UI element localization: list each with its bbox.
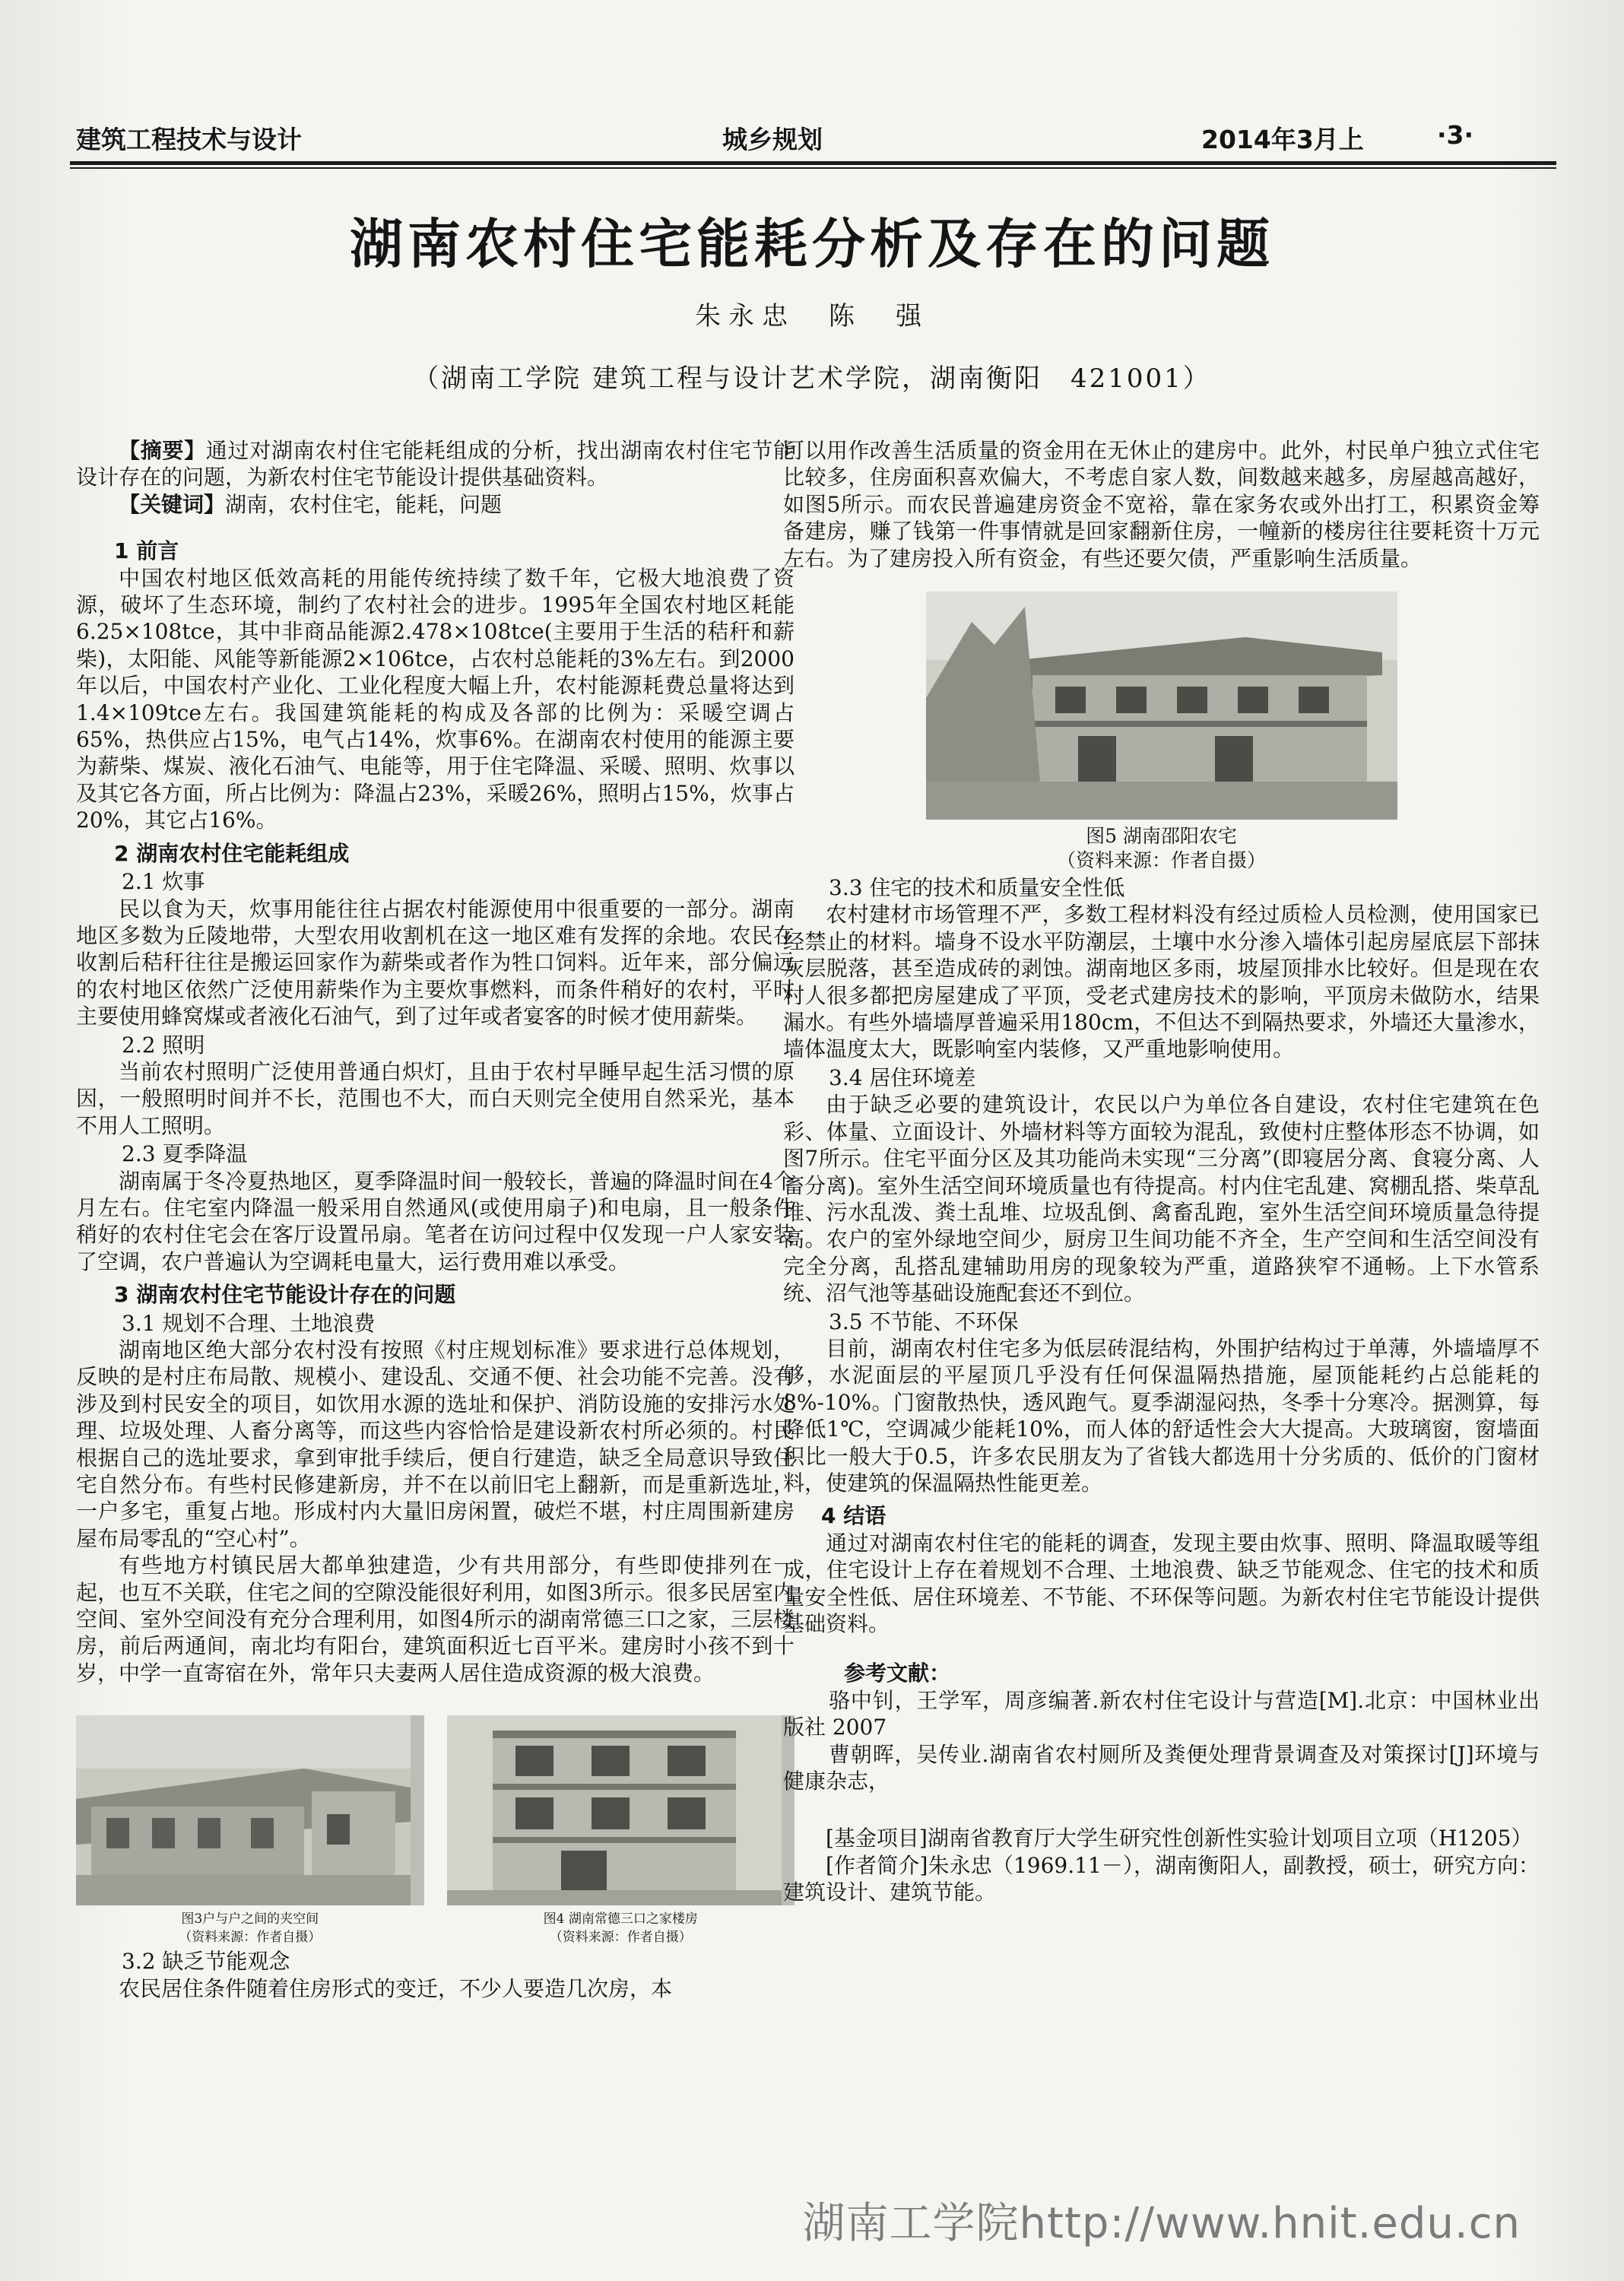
heading-4: 4 结语 [821, 1503, 887, 1529]
para-3-1b: 有些地方村镇民居大都单独建造，少有共用部分，有些即使排列在一起，也互不关联，住宅之间的空隙没能很好利用，如图3所示。很多民居室内空间、室外空间没有充分合理利用，如图4所示的湖南常德三口之家，三层楼房，前后两通间，南北均有阳台，建筑面积近七百平米。建房时小孩不到十岁，中学一直寄宿在外，常年只夫妻两人居住造成资源的极大浪费。 [76, 1553, 795, 1686]
fund-label: [基金项目] [826, 1826, 928, 1851]
para-4: 通过对湖南农村住宅的能耗的调查，发现主要由炊事、照明、降温取暖等组成，住宅设计上存在着规划不合理、土地浪费、缺乏节能观念、住宅的技术和质量安全性低、居住环境差、不节能、不环保等问题。为新农村住宅节能设计提供基础资料。 [783, 1530, 1540, 1636]
article-affiliation: （湖南工学院 建筑工程与设计艺术学院，湖南衡阳 421001） [413, 363, 1211, 394]
heading-2-1: 2.1 炊事 [122, 869, 205, 895]
heading-3-5: 3.5 不节能、不环保 [829, 1309, 1019, 1334]
issue-date: 2014年3月上 [1201, 125, 1364, 154]
watermark [0, 2190, 1521, 2251]
footnotes [783, 1825, 1540, 1905]
abstract [76, 437, 795, 491]
watermark-cn: 湖南工学院 [802, 2199, 1020, 2248]
heading-2: 2 湖南农村住宅能耗组成 [114, 840, 350, 866]
fund-text: 湖南省教育厅大学生研究性创新性实验计划项目立项（H1205） [927, 1826, 1533, 1851]
para-3-1a: 湖南地区绝大部分农村没有按照《村庄规划标准》要求进行总体规划，反映的是村庄布局散、规模小、建设乱、交通不便、社会功能不完善。没有涉及到村民安全的项目，如饮用水源的选址和保护、消防设施的安排污水处理、垃圾处理、人畜分离等，而这些内容恰恰是建设新农村所必须的。村民根据自己的选址要求，拿到审批手续后，便自行建造，缺乏全局意识导致住宅自然分布。有些村民修建新房，并不在以前旧宅上翻新，而是重新选址，一户多宅，重复占地。形成村内大量旧房闲置，破烂不堪，村庄周围新建房屋布局零乱的“空心村”。 [76, 1337, 795, 1551]
figure-4 [447, 1703, 795, 1946]
references [783, 1660, 1540, 1794]
page-number: ·3· [1437, 120, 1474, 150]
para-3-2: 农民居住条件随着住房形式的变迁，不少人要造几次房，本 [119, 1975, 673, 2001]
keywords [76, 491, 795, 518]
fund-note [783, 1825, 1540, 1851]
author-bio [783, 1852, 1540, 1906]
para-3-2-cont: 可以用作改善生活质量的资金用在无休止的建房中。此外，村民单户独立式住宅比较多，住房面积喜欢偏大，不考虑自家人数，间数越来越多，房屋越高越好，如图5所示。而农民普遍建房资金不宽裕，靠在家务农或外出打工，积累资金筹备建房，赚了钱第一件事情就是回家翻新住房，一幢新的楼房往往要耗资十万元左右。为了建房投入所有资金，有些还要欠债，严重影响生活质量。 [783, 438, 1540, 571]
article-title: 湖南农村住宅能耗分析及存在的问题 [350, 213, 1274, 275]
figure-row [76, 1703, 795, 1946]
section-name: 城乡规划 [722, 125, 823, 154]
para-3-3: 农村建材市场管理不严，多数工程材料没有经过质检人员检测，使用国家已经禁止的材料。墙身不设水平防潮层，土壤中水分渗入墙体引起房屋底层下部抹灰层脱落，甚至造成砖的剥蚀。湖南地区多雨，坡屋顶排水比较好。但是现在农村人很多都把房屋建成了平顶，受老式建房技术的影响，平顶房未做防水，结果漏水。有些外墙墙厚普遍采用180cm，不但达不到隔热要求，外墙还大量渗水，墙体温度太大，既影响室内装修，又严重地影响使用。 [783, 902, 1540, 1062]
heading-3-3: 3.3 住宅的技术和质量安全性低 [829, 875, 1125, 901]
reference-2: 曹朝晖，吴传业.湖南省农村厕所及粪便处理背景调查及对策探讨[J]环境与健康杂志， [783, 1741, 1540, 1794]
heading-3-4: 3.4 居住环境差 [829, 1064, 976, 1090]
heading-2-3: 2.3 夏季降温 [122, 1141, 248, 1167]
para-2-2: 当前农村照明广泛使用普通白炽灯，且由于农村早睡早起生活习惯的原因，一般照明时间并不长，范围也不大，而白天则完全使用自然采光，基本不用人工照明。 [76, 1058, 795, 1138]
reference-1: 骆中钊，王学军，周彦编著.新农村住宅设计与营造[M].北京：中国林业出版社 2007 [783, 1687, 1540, 1740]
figure-3-photo [76, 1715, 424, 1905]
left-column [76, 437, 795, 2002]
figure-3-source: （资料来源：作者自摄） [179, 1930, 322, 1946]
abstract-label: 【摘要】 [119, 438, 206, 463]
header-rule-thin [70, 167, 1556, 169]
figure-5-photo [926, 592, 1397, 820]
para-2-3: 湖南属于冬冷夏热地区，夏季降温时间一般较长，普遍的降温时间在4个月左右。住宅室内降温一般采用自然通风(或使用扇子)和电扇，且一般条件稍好的农村住宅会在客厅设置吊扇。笔者在访问过程中仅发现一户人家安装了空调，农户普遍认为空调耗电量大，运行费用难以承受。 [76, 1168, 795, 1274]
article-authors: 朱永忠 陈 强 [695, 301, 929, 332]
abstract-text: 通过对湖南农村住宅能耗组成的分析，找出湖南农村住宅节能设计存在的问题，为新农村住宅节能设计提供基础资料。 [76, 438, 795, 490]
heading-3-1: 3.1 规划不合理、土地浪费 [122, 1310, 376, 1336]
journal-name: 建筑工程技术与设计 [76, 125, 302, 154]
keywords-text: 湖南，农村住宅，能耗，问题 [225, 491, 503, 517]
bio-text: 朱永忠（1969.11－），湖南衡阳人，副教授，硕士，研究方向：建筑设计、建筑节能。 [783, 1852, 1540, 1905]
figure-3 [76, 1703, 424, 1946]
heading-2-2: 2.2 照明 [122, 1032, 205, 1058]
keywords-label: 【关键词】 [119, 491, 226, 517]
header-rule-thick [70, 161, 1556, 165]
figure-3-caption: 图3户与户之间的夹空间 [181, 1911, 319, 1927]
figure-5-source: （资料来源：作者自摄） [1056, 849, 1266, 872]
right-column [783, 437, 1540, 1906]
bio-label: [作者简介] [826, 1852, 928, 1878]
heading-3-2: 3.2 缺乏节能观念 [122, 1949, 290, 1975]
references-title: 参考文献： [844, 1661, 951, 1686]
figure-4-caption: 图4 湖南常德三口之家楼房 [543, 1911, 698, 1927]
para-2-1: 民以食为天，炊事用能往往占据农村能源使用中很重要的一部分。湖南地区多数为丘陵地带，大型农用收割机在这一地区难有发挥的余地。农民在收割后秸秆往往是搬运回家作为薪柴或者作为牲口饲料。近年来，部分偏远的农村地区依然广泛使用薪柴作为主要炊事燃料，而条件稍好的农村，平时主要使用蜂窝煤或者液化石油气，到了过年或者宴客的时候才使用薪柴。 [76, 896, 795, 1029]
para-3-4: 由于缺乏必要的建筑设计，农民以户为单位各自建设，农村住宅建筑在色彩、体量、立面设计、外墙材料等方面较为混乱，致使村庄整体形态不协调，如图7所示。住宅平面分区及其功能尚未实现“三分离”(即寝居分离、食寝分离、人畜分离)。室外生活空间环境质量也有待提高。村内住宅乱建、窝棚乱搭、柴草乱堆、污水乱泼、粪土乱堆、垃圾乱倒、禽畜乱跑，室外生活空间环境质量急待提高。农户的室外绿地空间少，厨房卫生间功能不齐全，生产空间和生活空间没有完全分离，乱搭乱建辅助用房的现象较为严重，道路狭窄不通畅。上下水管系统、沼气池等基础设施配套还不到位。 [783, 1092, 1540, 1306]
para-3-5: 目前，湖南农村住宅多为低层砖混结构，外围护结构过于单薄，外墙墙厚不够，水泥面层的平屋顶几乎没有任何保温隔热措施，屋顶能耗约占总能耗的8%-10%。门窗散热快，透风跑气。夏季湖湿闷热，冬季十分寒冷。据测算，每降低1℃，空调减少能耗10%，而人体的舒适性会大大提高。大玻璃窗，窗墙面积比一般大于0.5，许多农民朋友为了省钱大都选用十分劣质的、低价的门窗材料，使建筑的保温隔热性能更差。 [783, 1335, 1540, 1496]
para-1: 中国农村地区低效高耗的用能传统持续了数千年，它极大地浪费了资源，破坏了生态环境，制约了农村社会的进步。1995年全国农村地区耗能6.25×108tce，其中非商品能源2.478×108tce(主要用于生活的秸秆和薪柴)，太阳能、风能等新能源2×106tce，占农村总能耗的3%左右。到2000年以后，中国农村产业化、工业化程度大幅上升，农村能源耗费总量将达到1.4×109tce左右。我国建筑能耗的构成及各部的比例为：采暖空调占65%，热供应占15%，电气占14%，炊事6%。在湖南农村使用的能源主要为薪柴、煤炭、液化石油气、电能等，用于住宅降温、采暖、照明、炊事以及其它各方面，所占比例为：降温占23%，采暖26%，照明占15%，炊事占20%，其它占16%。 [76, 565, 795, 833]
heading-1: 1 前言 [114, 538, 179, 564]
watermark-url: http://www.hnit.edu.cn [1019, 2199, 1521, 2248]
figure-4-photo [447, 1715, 795, 1905]
figure-4-source: （资料来源：作者自摄） [549, 1930, 692, 1946]
figure-5-caption: 图5 湖南邵阳农宅 [1086, 825, 1237, 848]
heading-3: 3 湖南农村住宅节能设计存在的问题 [114, 1282, 456, 1308]
